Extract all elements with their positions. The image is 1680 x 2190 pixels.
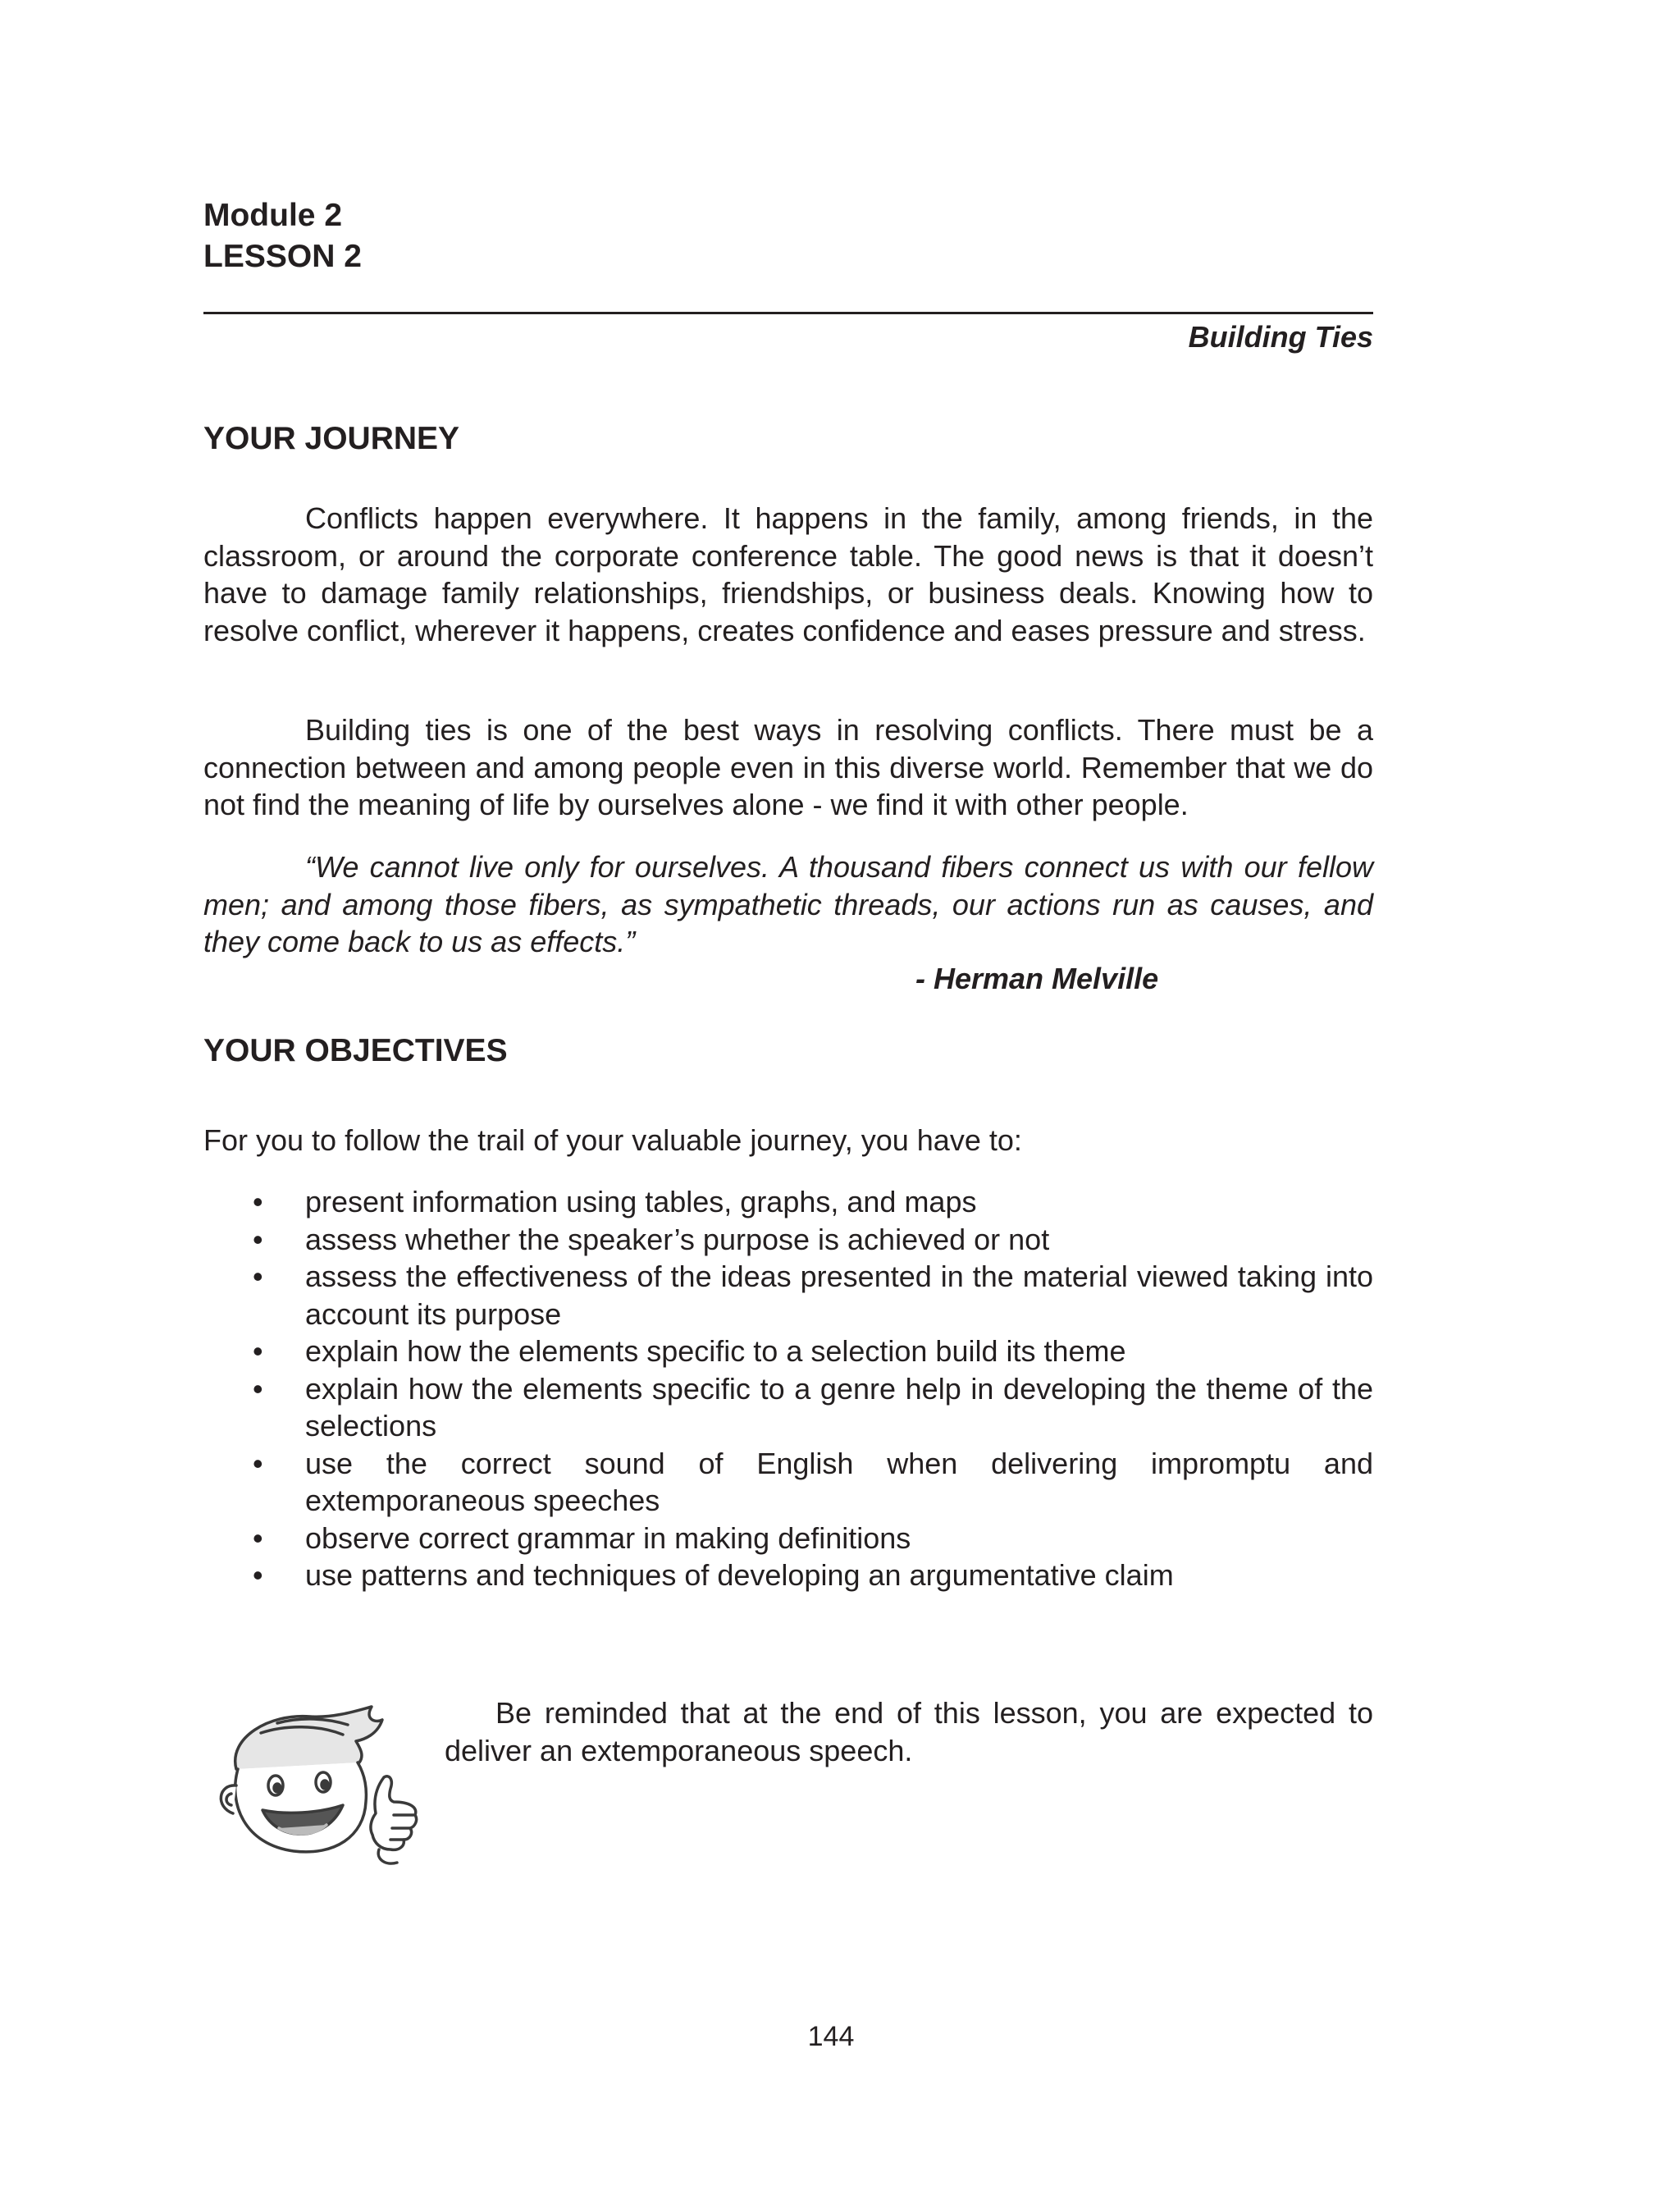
bullet-icon: •	[253, 1558, 263, 1592]
objective-item	[203, 1183, 1373, 1221]
header-divider	[203, 312, 1373, 314]
objective-item	[203, 1221, 1373, 1259]
lesson-title: Building Ties	[1188, 320, 1373, 354]
objective-item	[203, 1370, 1373, 1445]
objective-item	[203, 1445, 1373, 1520]
bullet-icon: •	[253, 1260, 263, 1293]
bullet-icon: •	[253, 1185, 263, 1218]
bullet-icon: •	[253, 1520, 263, 1555]
page-number: 144	[807, 2021, 855, 2052]
bullet-icon: •	[253, 1334, 263, 1368]
objectives-list	[203, 1183, 1373, 1594]
objective-text: explain how the elements specific to a genre help in developing the theme of the selections	[305, 1371, 1373, 1442]
journey-heading: YOUR JOURNEY	[203, 421, 460, 456]
objective-text: observe correct grammar in making definitions	[305, 1520, 911, 1555]
journey-paragraph: Conflicts happen everywhere. It happens in the family, among friends, in the classroom, or around the corporate conference table. The good news is that it doesn’t have to damage family relationships, friendships, or business deals. Knowing how to resolve conflict, wherever it happens, creates confidence and eases pressure and stress.	[203, 501, 1373, 647]
objective-item	[203, 1258, 1373, 1333]
journey-paragraph: Building ties is one of the best ways in resolving conflicts. There must be a connection between and among people even in this diverse world. Remember that we do not find the meaning of life by ourselves alone - we find it with other people.	[203, 713, 1373, 821]
thumbs-up-boy-icon	[203, 1705, 425, 1869]
quote-attribution: - Herman Melville	[915, 962, 1159, 995]
objective-item	[203, 1520, 1373, 1557]
objectives-intro: For you to follow the trail of your valuable journey, you have to:	[203, 1123, 1022, 1157]
reminder-text: Be reminded that at the end of this lesson, you are expected to deliver an extemporaneous speech.	[445, 1696, 1373, 1767]
bullet-icon: •	[253, 1446, 263, 1480]
objective-text: explain how the elements specific to a selection build its theme	[305, 1334, 1126, 1368]
objective-text: assess the effectiveness of the ideas presented in the material viewed taking into account its purpose	[305, 1260, 1373, 1331]
objective-text: present information using tables, graphs, and maps	[305, 1185, 977, 1218]
melville-quote: “We cannot live only for ourselves. A thousand fibers connect us with our fellow men; and among those fibers, as sympathetic threads, our actions run as causes, and they come back to us as effects.”	[203, 850, 1373, 958]
objective-text: use patterns and techniques of developing an argumentative claim	[305, 1558, 1174, 1592]
bullet-icon: •	[253, 1371, 263, 1406]
objectives-heading: YOUR OBJECTIVES	[203, 1033, 508, 1068]
bullet-icon: •	[253, 1222, 263, 1256]
objective-item	[203, 1333, 1373, 1370]
objective-item	[203, 1557, 1373, 1594]
module-label: Module 2	[203, 198, 343, 233]
document-page	[203, 0, 1373, 2190]
objective-text: use the correct sound of English when delivering impromptu and extemporaneous speeches	[305, 1446, 1373, 1517]
objective-text: assess whether the speaker’s purpose is achieved or not	[305, 1222, 1050, 1256]
lesson-label: LESSON 2	[203, 239, 362, 274]
